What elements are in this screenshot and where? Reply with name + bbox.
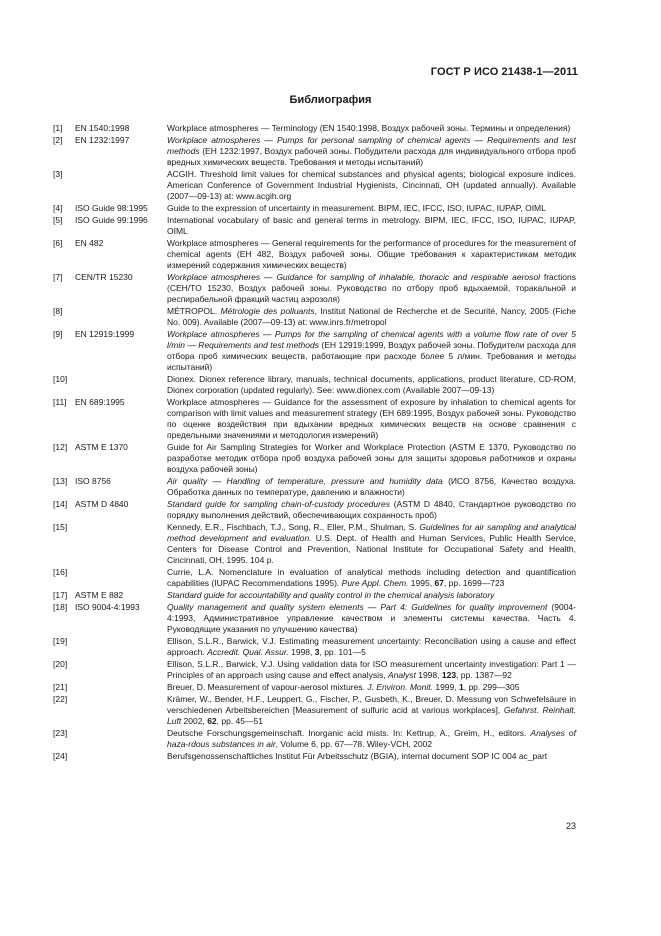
entry-text-segment: Workplace atmospheres — Guidance for sampling of inhalable, thoracic and respirable aerosol: [167, 272, 541, 282]
entry-designation: ISO 8756: [75, 476, 111, 486]
entry-designation: EN 689:1995: [75, 397, 125, 407]
entry-designation: ISO Guide 98:1995: [75, 203, 148, 213]
entry-text: [167, 329, 576, 373]
entry-designation: EN 1232:1997: [75, 135, 130, 145]
entry-text: [167, 682, 576, 693]
entry-text-segment: (ИСО 8756, Качество воздуха. Обработка данных по температуре, давлению и влажности): [167, 476, 576, 497]
entry-number: [4]: [53, 203, 63, 213]
entry-text-segment: (EH 12919:1999, Воздух рабочей зоны. Побудители расхода для отбора проб химических веществ, работающие при расходе более 5 л/мин. Требования и методы испытаний): [167, 340, 576, 372]
entry-text-segment: , pp. 45—51: [216, 716, 263, 726]
entry-text-segment: ACGIH. Threshold limit values for chemical substances and physical agents; biological exposure indices. American Conference of Government Industrial Hygienists, Cincinnati, OH (updated annually). Available (2007—09-13) at: www.acgih.org: [167, 169, 576, 201]
entry-text-segment: Ellison, S.L.R., Barwick, V.J. Estimating measurement uncertainty: Reconciliation using a cause and effect approach.: [167, 636, 576, 657]
entry-text-segment: 1998,: [288, 647, 315, 657]
bibliography-entry: [53, 522, 576, 566]
bibliography-entry: [53, 215, 576, 237]
entry-text-segment: Deutsche Forschungsgemeinschaft. Inorganic acid mists. In: Kettrup, A., Greim, H., editors.: [167, 728, 531, 738]
entry-number: [14]: [53, 499, 68, 509]
entry-text-segment: Analyses of haza-rdous substances in air: [167, 728, 576, 749]
entry-text-segment: International vocabulary of basic and general terms in metrology. BIPM, IEC, IFCC, ISO, IUPAC, IUPAP, OIML: [167, 215, 576, 236]
entry-number: [2]: [53, 135, 63, 145]
entry-number: [5]: [53, 215, 63, 225]
entry-text-segment: , pp. 1387—92: [456, 670, 512, 680]
entry-number: [8]: [53, 306, 63, 316]
entry-text: [167, 694, 576, 727]
entry-text-segment: (9004-4:1993, Административное управление качеством и элементы системы качества. Часть 4. Руководящие указания по улучшению качества): [167, 602, 576, 634]
entry-text-segment: 1995,: [408, 578, 435, 588]
entry-text-segment: Air quality — Handling of temperature, pressure and humidity data: [167, 476, 443, 486]
entry-text-segment: (EH 1232:1997, Воздух рабочей зоны. Побудители расхода для индивидуального отбора проб вредных химических веществ. Требования и методы испытаний): [167, 146, 576, 167]
entry-designation: ISO Guide 99:1996: [75, 215, 148, 225]
entry-number: [7]: [53, 272, 63, 282]
entry-number: [9]: [53, 329, 63, 339]
entry-text-segment: Workplace atmospheres — Guidance for the assessment of exposure by inhalation to chemical agents for comparison with limit values and measurement strategy (EH 689:1995, Воздух рабочей зоны. Руководство по оценке воздействия при вдыхании вредных химических веществ на основе сравнения с предельными значениями и методология измерений): [167, 397, 576, 440]
entry-text: [167, 728, 576, 750]
bibliography-entry: [53, 329, 576, 373]
entry-text-segment: Standard guide for accountability and quality control in the chemical analysis laboratory: [167, 590, 495, 600]
entry-number: [13]: [53, 476, 68, 486]
entry-text-segment: Pure Appl. Chem.: [341, 578, 409, 588]
entry-designation: EN 12919:1999: [75, 329, 135, 339]
bibliography-list: [53, 123, 576, 763]
bibliography-entry: [53, 476, 576, 498]
page-number: 23: [565, 821, 576, 831]
entry-text-segment: Guide to the expression of uncertainty in measurement. BIPM, IEC, IFCC, ISO, IUPAC, IUPAP, OIML: [167, 203, 546, 213]
bibliography-entry: [53, 499, 576, 521]
bibliography-entry: [53, 694, 576, 727]
entry-number: [10]: [53, 374, 68, 384]
entry-text: [167, 499, 576, 521]
entry-text-segment: Analyst: [387, 670, 416, 680]
entry-text-segment: Berufsgenossenschaftliches Institut Für Arbeitsschutz (BGIA), internal document SOP IC 004 ac_part: [167, 751, 548, 761]
entry-designation: EN 1540:1998: [75, 123, 130, 133]
entry-designation: ASTM E 1370: [75, 442, 128, 452]
entry-text: [167, 169, 576, 202]
entry-text: [167, 203, 576, 214]
entry-text-segment: Standard guide for sampling chain-of-custody procedures: [167, 499, 390, 509]
entry-text: [167, 636, 576, 658]
entry-text-segment: Workplace atmospheres — Pumps for the sampling of chemical agents with a volume flow rate of over 5 l/min — Requirements and test methods: [167, 329, 576, 350]
entry-number: [20]: [53, 659, 68, 669]
entry-text: [167, 751, 576, 762]
entry-text-segment: , Institut National de Recherche et de Securité, Nancy, 2005 (Fiche No. 009). Available (2007—09-13) at: www.inrs.fr/metropol: [167, 306, 577, 327]
entry-number: [1]: [53, 123, 63, 133]
entry-text-segment: Workplace atmospheres — General requirements for the performance of procedures for the measurement of chemical agents (EH 482, Воздух рабочей зоны. Общие требования к характеристикам методик измерений содержания химических веществ): [167, 238, 576, 270]
entry-designation: ASTM D 4840: [75, 499, 129, 509]
entry-designation: EN 482: [75, 238, 104, 248]
entry-text-segment: 123: [441, 670, 457, 680]
bibliography-entry: [53, 590, 576, 601]
bibliography-entry: [53, 442, 576, 475]
bibliography-entry: [53, 602, 576, 635]
bibliography-entry: [53, 374, 576, 396]
entry-text-segment: Krämer, W., Bender, H.F., Leuppert, G., Fischer, P., Gusbeth, K., Breuer, D. Messung von Schwefelsäure in verschiedenen Arbeitsbereichen [Measurement of sulfuric acid at various workplaces],: [167, 694, 576, 715]
entry-text-segment: Workplace atmospheres — Pumps for personal sampling of chemical agents — Requirements and test methods: [167, 135, 576, 156]
entry-text: [167, 397, 576, 441]
entry-text-segment: J. Environ. Monit.: [367, 682, 433, 692]
entry-text: [167, 476, 576, 498]
entry-text-segment: (ASTM D 4840, Стандартное руководство по порядку выполнения действий, обеспечивающих сохранность проб): [167, 499, 576, 520]
entry-text-segment: Accredit. Qual. Assur.: [207, 647, 289, 657]
entry-text-segment: Ellison, S.L.R., Barwick, V.J. Using validation data for ISO measurement uncertainty investigation: Part 1 — Principles of an approach using cause and effect analysis,: [167, 659, 576, 680]
bibliography-entry: [53, 636, 576, 658]
entry-text-segment: Guide for Air Sampling Strategies for Worker and Workplace Protection (ASTM E 1370, Руководство по разработке методик отбора проб воздуха рабочей зоны для защиты здоровья работников и охраны воздуха рабочей зоны): [167, 442, 576, 474]
bibliography-entry: [53, 203, 576, 214]
entry-designation: CEN/TR 15230: [75, 272, 133, 282]
entry-text: [167, 306, 576, 328]
entry-text: [167, 238, 576, 271]
entry-text-segment: , pp. 1699—723: [443, 578, 505, 588]
bibliography-entry: [53, 397, 576, 441]
page-title: Библиография: [289, 94, 372, 106]
entry-text-segment: Dionex. Dionex reference library, manuals, technical documents, applications, product literature, CD-ROM, Dionex corporation (updated regularly). See: www.dionex.com (Available 2007—09-13): [167, 374, 576, 395]
document-code: ГОСТ Р ИСО 21438-1—2011: [430, 66, 578, 78]
entry-text: [167, 215, 576, 237]
entry-text-segment: 1998,: [415, 670, 442, 680]
bibliography-entry: [53, 272, 576, 305]
bibliography-entry: [53, 682, 576, 693]
entry-text: [167, 272, 576, 305]
entry-number: [16]: [53, 567, 68, 577]
entry-text-segment: Currie, L.A. Nomenclature in evaluation of analytical methods including detection and quantification capabilities (IUPAC Recommendations 1995).: [167, 567, 576, 588]
entry-number: [15]: [53, 522, 68, 532]
entry-designation: ASTM E 882: [75, 590, 124, 600]
entry-text-segment: MÉTROPOL.: [167, 306, 221, 316]
entry-text: [167, 567, 576, 589]
entry-text-segment: Breuer, D. Measurement of vapour-aerosol mixtures.: [167, 682, 368, 692]
bibliography-entry: [53, 567, 576, 589]
entry-number: [3]: [53, 169, 63, 179]
entry-text-segment: 2002,: [181, 716, 208, 726]
entry-text: [167, 590, 576, 601]
entry-number: [24]: [53, 751, 68, 761]
entry-number: [21]: [53, 682, 68, 692]
entry-text: [167, 442, 576, 475]
bibliography-entry: [53, 751, 576, 762]
entry-text-segment: 3: [314, 647, 320, 657]
entry-number: [18]: [53, 602, 68, 612]
bibliography-entry: [53, 169, 576, 202]
bibliography-entry: [53, 238, 576, 271]
bibliography-entry: [53, 123, 576, 134]
entry-text: [167, 135, 576, 168]
entry-number: [22]: [53, 694, 68, 704]
entry-text-segment: U.S. Dept. of Health and Human Services, Public Health Service, Centers for Disease Control and Prevention, National Institute for Occupational Safety and Health, Cincinnati, OH, 1995. 104 p.: [167, 533, 577, 565]
entry-text-segment: Kennedy, E.R., Fischbach, T.J., Song, R., Eller, P.M., Shulman, S.: [167, 522, 420, 532]
entry-number: [11]: [53, 397, 67, 407]
entry-text: [167, 374, 576, 396]
entry-text-segment: , Volume 6, pp. 67—78. Wiley-VCH, 2002: [275, 739, 433, 749]
entry-number: [6]: [53, 238, 63, 248]
entry-text-segment: , pp. 101—5: [319, 647, 366, 657]
entry-text: [167, 123, 576, 134]
entry-text: [167, 522, 576, 566]
entry-text-segment: 67: [434, 578, 444, 588]
bibliography-entry: [53, 306, 576, 328]
entry-text-segment: fractions (CEH/TO 15230, Воздух рабочей зоны. Руководство по отбору проб вдыхаемой, торакальной и респирабельной фракций частиц аэрозоля): [167, 272, 576, 304]
entry-designation: ISO 9004-4:1993: [75, 602, 140, 612]
entry-text-segment: Workplace atmospheres — Terminology (EN 1540:1998, Воздух рабочей зоны. Термины и определения): [167, 123, 571, 133]
entry-text-segment: Métrologie des polluants: [220, 306, 315, 316]
entry-number: [12]: [53, 442, 68, 452]
entry-number: [19]: [53, 636, 68, 646]
entry-text-segment: 62: [207, 716, 217, 726]
entry-text: [167, 659, 576, 681]
entry-text-segment: , pp. 299—305: [463, 682, 520, 692]
bibliography-entry: [53, 135, 576, 168]
entry-text: [167, 602, 576, 635]
entry-text-segment: 1: [458, 682, 464, 692]
bibliography-entry: [53, 728, 576, 750]
entry-text-segment: Guidelines for air sampling and analytical method development and evaluation.: [167, 522, 576, 543]
entry-text-segment: Gefahrst. Reinhalt. Luft: [167, 705, 576, 726]
entry-text-segment: Quality management and quality system elements — Part 4: Guidelines for quality improvement: [167, 602, 548, 612]
entry-text-segment: 1999,: [432, 682, 459, 692]
entry-number: [17]: [53, 590, 68, 600]
bibliography-entry: [53, 659, 576, 681]
entry-number: [23]: [53, 728, 68, 738]
